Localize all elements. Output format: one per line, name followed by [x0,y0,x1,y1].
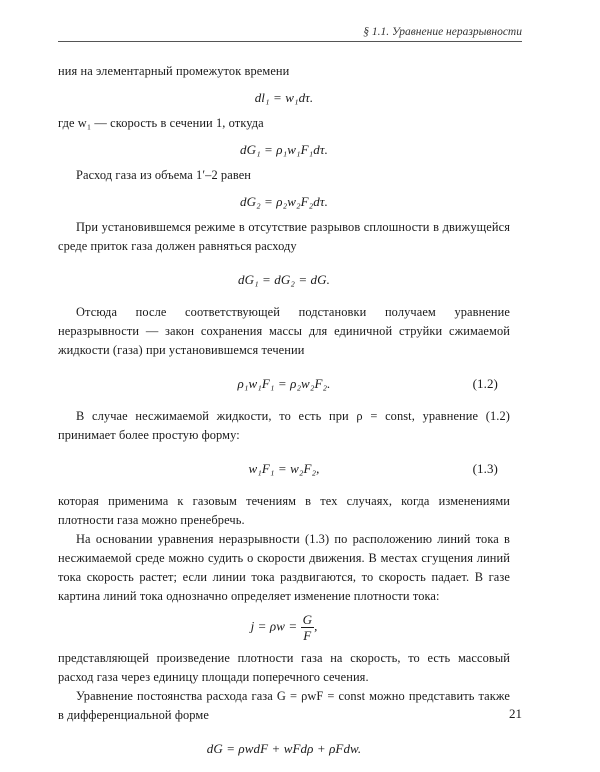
paragraph-where: где w₁ — скорость в сечении 1, откуда [58,116,264,130]
paragraph-differential-form: Уравнение постоянства расхода газа G = ρwF = const можно представить также в дифференциальной форме [58,689,510,722]
equation-number-1-3: (1.3) [472,461,498,476]
paragraph-applicable: которая применима к газовым течениям в тех случаях, когда изменениями плотности газа можно пренебречь. [58,494,510,527]
equation-dl1: dl₁ = w₁dτ. [254,90,314,105]
equation-current-density [58,612,510,643]
fraction-numerator: G [302,612,313,627]
paragraph-flow-rate: Расход газа из объема 1′–2 равен [76,168,252,182]
equation-1-2 [58,374,510,393]
page-number: 21 [509,706,522,721]
equation-dG2: dG₂ = ρ₂w₂F₂dτ. [240,194,328,209]
equation-dG1: dG₁ = ρ₁w₁F₁dτ. [240,142,328,157]
fraction-denominator: F [303,628,312,643]
equation-dG-differential: dG = ρwdF + wFdρ + ρFdw. [206,741,362,756]
equation-j-lhs: j = ρw = [250,618,298,634]
equation-j-tail: , [314,618,318,634]
body-text [58,62,510,772]
equation-1-3 [58,459,510,478]
paragraph-mass-flow: представляющей произведение плотности газа на скорость, то есть массовый расход газа через единицу площади поперечного сечения. [58,651,510,684]
equation-number-1-2: (1.2) [472,376,498,391]
running-header: § 1.1. Уравнение неразрывности [58,26,522,42]
equation-1-2-body: ρ₁w₁F₁ = ρ₂w₂F₂. [237,376,331,391]
equation-dG-equal: dG₁ = dG₂ = dG. [238,272,330,287]
fraction-G-over-F [301,612,318,643]
paragraph-incompressible: В случае несжимаемой жидкости, то есть при ρ = const, уравнение (1.2) принимает более простую форму: [58,409,510,442]
equation-1-3-body: w₁F₁ = w₂F₂, [248,461,320,476]
paragraph-continuity: Отсюда после соответствующей подстановки получаем уравнение неразрывности — закон сохранения массы для единичной струйки сжимаемой жидкости (газа) при установившемся течении [58,305,510,357]
paragraph-streamlines: На основании уравнения неразрывности (1.3) по расположению линий тока в несжимаемой среде можно судить о скорости движения. В местах сгущения линий тока скорость растет; если линии тока раздвигаются, то скорость падает. В газе картина линий тока однозначно определяет изменение плотности тока: [58,532,510,603]
paragraph-continuation: ния на элементарный промежуток времени [58,64,290,78]
paragraph-steady-state: При установившемся режиме в отсутствие разрывов сплошности в движущейся среде приток газа должен равняться расходу [58,220,510,253]
